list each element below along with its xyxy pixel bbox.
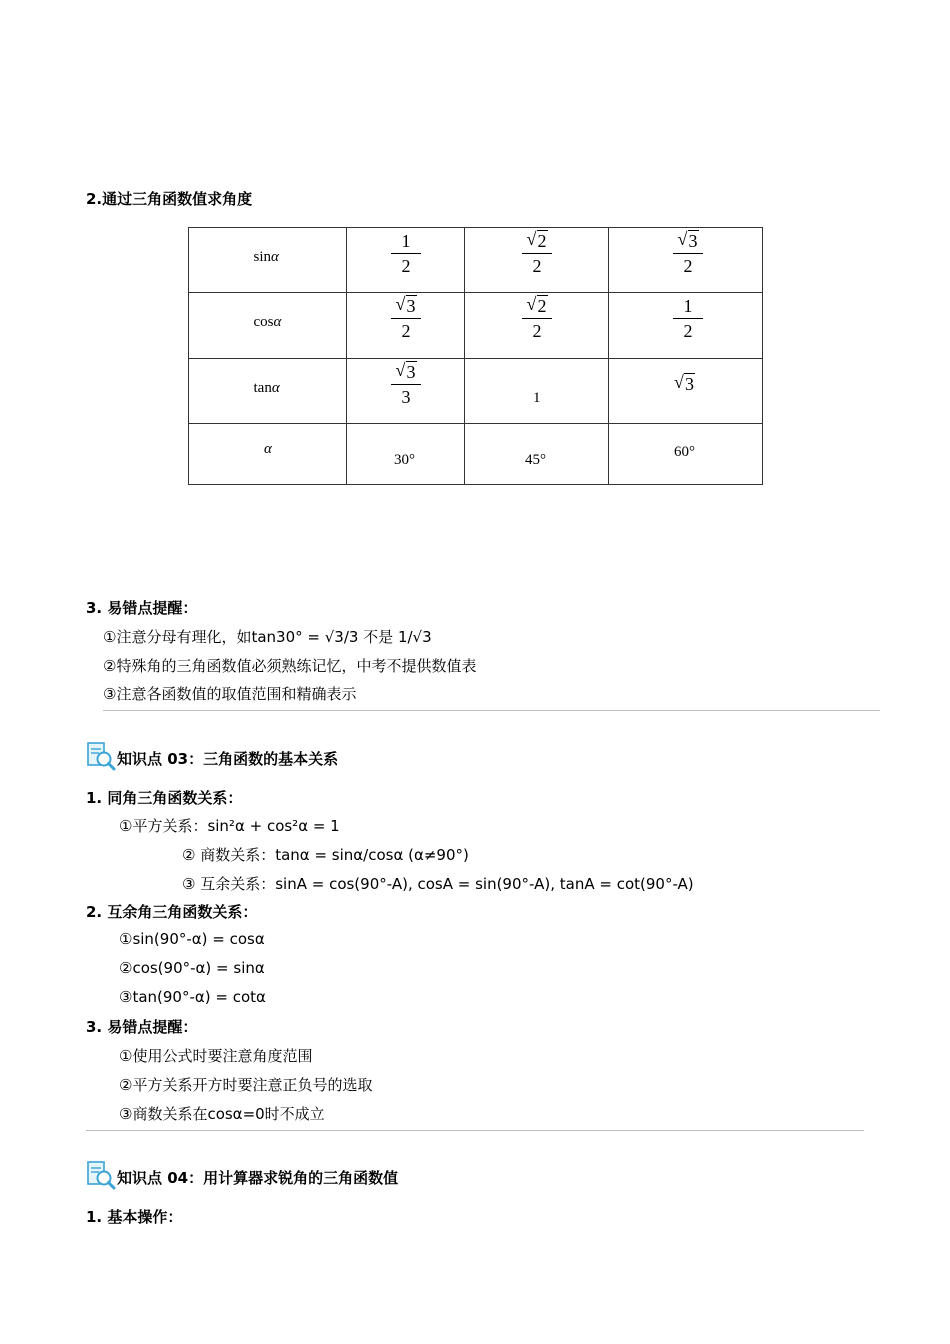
radicand: 3 [406,362,416,382]
subsection-title: 1. 同角三角函数关系： [86,789,243,807]
denominator: 2 [401,256,411,276]
sqrt-symbol [527,296,548,316]
list-item: ② 商数关系：tanα = sinα/cosα (α≠90°) [182,846,469,864]
table-cell [346,358,465,424]
fraction-bar [522,253,552,254]
list-item: ②cos(90°-α) = sinα [119,959,265,977]
denominator: 2 [532,321,542,341]
sqrt-symbol [396,296,417,316]
section-title: 3. 易错点提醒： [86,599,198,617]
divider [86,1130,864,1131]
table-cell [464,423,609,485]
sqrt-symbol [396,362,417,382]
numerator [391,362,421,382]
table-cell [464,292,609,359]
fraction [673,296,703,341]
subsection-title: 2. 互余角三角函数关系： [86,903,258,921]
table-cell [608,358,763,424]
fraction [673,231,703,276]
fraction [522,231,552,276]
radical-sign: √ [526,294,537,314]
numerator: 1 [683,296,693,316]
angle-variable: α [271,248,279,265]
list-item: ②特殊角的三角函数值必须熟练记忆，中考不提供数值表 [103,657,477,675]
table-cell [608,423,763,485]
list-item: ①注意分母有理化，如tan30° = √3/3 不是 1/√3 [103,628,432,646]
angle-variable: α [271,379,280,396]
cell-value: 30° [394,452,415,468]
subsection-title: 3. 易错点提醒： [86,1018,198,1036]
radicand: 3 [688,231,698,251]
sqrt-symbol [678,231,699,251]
knowledge-point-title: 知识点 03：三角函数的基本关系 [117,750,339,768]
denominator: 2 [683,256,693,276]
numerator: 1 [401,231,411,251]
knowledge-point-title: 知识点 04：用计算器求锐角的三角函数值 [117,1169,399,1187]
fraction-bar [391,253,421,254]
sqrt-value [674,374,695,395]
row-label [254,249,279,266]
fraction [391,231,421,276]
fraction-bar [391,318,421,319]
table-cell [346,423,465,485]
row-label [254,314,282,331]
angle-variable: α [264,441,272,457]
numerator [673,231,703,251]
denominator: 2 [401,321,411,341]
function-name: cos [253,314,274,330]
table-cell [464,358,609,424]
fraction [522,296,552,341]
table-row-label-cell [188,292,347,359]
numerator [522,231,552,251]
denominator: 3 [401,387,411,407]
fraction-bar [673,253,703,254]
list-item: ③ 互余关系：sinA = cos(90°-A), cosA = sin(90°-A), tanA = cot(90°-A) [182,875,694,893]
radical-sign: √ [395,294,406,314]
subsection-title: 1. 基本操作： [86,1208,183,1226]
radical-sign: √ [677,229,688,249]
table-cell [608,227,763,293]
fraction [391,362,421,407]
fraction-bar [391,384,421,385]
cell-value: 60° [674,444,695,460]
radical-sign: √ [395,360,406,380]
table-cell [608,292,763,359]
list-item: ③注意各函数值的取值范围和精确表示 [103,685,357,703]
denominator: 2 [532,256,542,276]
table-row-label-cell [188,423,347,485]
radicand: 2 [537,296,547,316]
cell-value: 45° [525,452,546,468]
row-label [254,380,280,397]
angle-variable: α [273,314,282,330]
radicand: 3 [685,374,694,394]
table-row-label-cell [188,227,347,293]
row-label [264,441,272,458]
sqrt-symbol [527,231,548,251]
table-cell [464,227,609,293]
table-row-label-cell [188,358,347,424]
list-item: ①sin(90°-α) = cosα [119,930,265,948]
list-item: ③商数关系在cosα=0时不成立 [119,1105,325,1123]
divider [103,710,880,711]
radicand: 2 [537,231,547,251]
knowledge-point-icon [86,741,116,771]
numerator [522,296,552,316]
fraction-bar [522,318,552,319]
section-title: 2.通过三角函数值求角度 [86,190,253,208]
radical-sign: √ [526,229,537,249]
function-name: tan [253,379,272,396]
knowledge-point-icon [86,1160,116,1190]
cell-value: 1 [533,390,541,406]
radicand: 3 [406,296,416,316]
function-name: sin [253,248,272,265]
sqrt-symbol [674,374,695,395]
numerator [391,296,421,316]
list-item: ②平方关系开方时要注意正负号的选取 [119,1076,373,1094]
trig-values-table [188,227,762,484]
denominator: 2 [683,321,693,341]
fraction [391,296,421,341]
table-cell [346,227,465,293]
radical-sign: √ [674,372,684,392]
list-item: ③tan(90°-α) = cotα [119,988,266,1006]
list-item: ①平方关系：sin²α + cos²α = 1 [119,817,340,835]
table-cell [346,292,465,359]
list-item: ①使用公式时要注意角度范围 [119,1047,313,1065]
fraction-bar [673,318,703,319]
